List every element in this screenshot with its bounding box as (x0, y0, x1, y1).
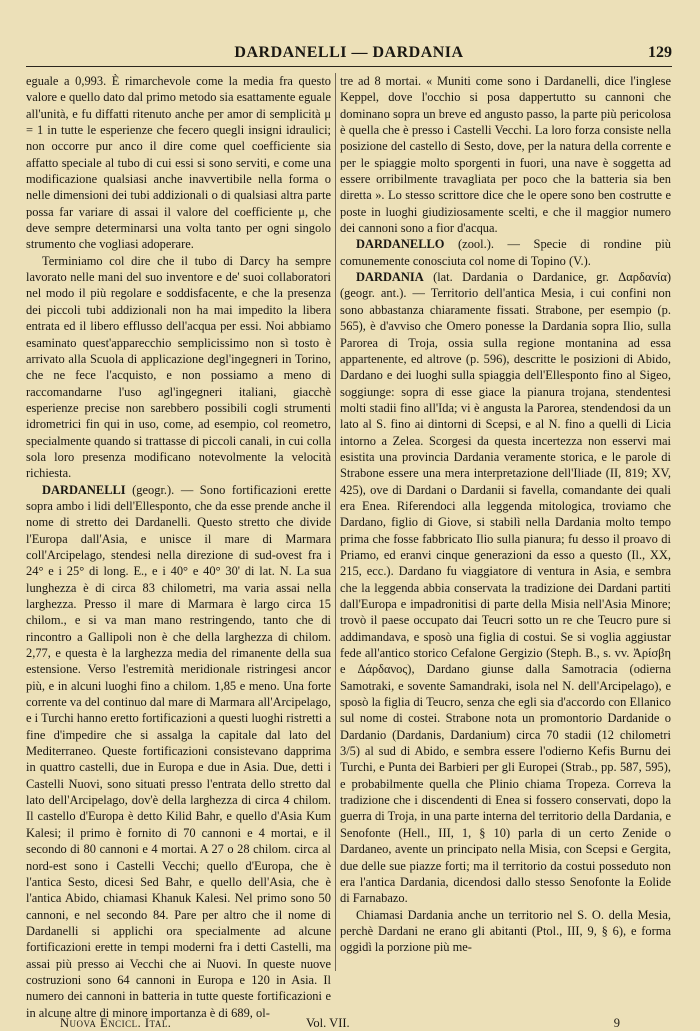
entry-dardanelli (26, 482, 331, 1021)
paragraph-text: tre ad 8 mortai. « Muniti come sono i Dardanelli, dice l'inglese Keppel, dove l'occhio si posa dappertutto su cannoni che dominano sopra un breve ed angusto passo, la parte più pericolosa è quella che è presso i Castelli Vecchi. La loro forza consiste nella posizione del castello di Sesto, dove, per la natura della corrente e per le spiaggie molto sporgenti in fuori, una nave è soggetta ad essere orribilmente travagliata per poco che la batteria sia ben diretta ». Lo stesso scrittore dice che le opere sono ben costrutte e poste in luoghi giudiziosamente scelti, e che il maggior numero dei cannoni sono a fior d'acqua. (340, 74, 671, 236)
left-text-column (26, 73, 331, 1020)
paragraph-text: Chiamasi Dardania anche un territorio nel S. O. della Mesia, perchè Dardani ne erano gli abitanti (Ptol., III, 9, § 6), e forma oggidì la porzione più me- (340, 907, 671, 955)
page-number: 129 (648, 44, 672, 61)
right-text-column (340, 73, 671, 971)
paragraph-text: Terminiamo col dire che il tubo di Darcy ha sempre lavorato nelle mani del suo inventore e de' suoi collaboratori nel modo il più regolare e soddisfacente, e che la presenza dei piccoli tubi addizionali non ha mai impedito la libera entrata ed il libero efflusso dell'acqua per essi. Noi abbiamo esaminato quest'apparecchio semplicissimo non sì tosto è arrivato alla Scuola di applicazione degl'ingegneri in Torino, che ne fece l'acquisto, e non possiamo a meno di raccomandarne l'uso agl'ingegneri italiani, giacchè esperienze precise non sarebbero possibili cogli strumenti idrometrici fin qui in uso, come, ad esempio, col reometro, specialmente quando si trattasse di piccoli canali, in cui colla sola loro presenza modificano notevolmente la velocità richiesta. (26, 253, 331, 481)
paragraph (26, 253, 331, 482)
column-divider (335, 73, 336, 971)
page-header (26, 44, 672, 67)
paragraph (340, 907, 671, 956)
signature-mark: 9 (613, 1016, 620, 1030)
entry-lemma: DARDANIA (356, 270, 424, 285)
publication-title: Nuova Encicl. Ital. (60, 1016, 172, 1030)
volume-label: Vol. VII. (306, 1016, 350, 1030)
paragraph (340, 73, 671, 236)
entry-text: (zool.). — Specie di rondine più comunemente conosciuta col nome di Topino (V.). (340, 237, 671, 268)
entry-text: (lat. Dardania o Dardanice, gr. Δαρδανία) (geogr. ant.). — Territorio dell'antica Mesia, i cui confini non sono abbastanza chiaramente fissati. Strabone, per esempio (p. 565), è d'avviso che Omero ponesse la Dardania sopra Ilio, sulla Parorea di Troja, ossia sulla regione montanina ad essa appartenente, ed altrove (p. 596), descritte le posizioni di Abido, Dardano e dei luoghi sulla spiaggia dell'Ellesponto fino al Sigeo, soggiunge: sopra di esse giace la pianura trojana, stendentesi molti stadii fino all'Ida; vi è angusta la Parorea, stendendosi da un lato al S. fino ai dintorni di Scepsi, e al N. fino a quelli di Licia intorno a Zelea. Scorgesi da questa incertezza non esservi mai esistita una provincia Dardania veramente storica, e le parole di Strabone essere una mera interpretazione dell'Iliade (II, 819; XV, 425), ove di Dardani o Dardanii si favella, comandante dei quali era Enea. Riferendoci alla leggenda mitologica, troviamo che Dardano, figlio di Giove, si stabilì nella Dardania molto tempo prima che fosse fabbricato Ilio sulla pianura; fu desso il proavo di Priamo, ed eranvi cinque generazioni da esso a questo (Il., XX, 215, ecc.). Dardano fu viaggiatore di ventura in Asia, e sembra che la leggenda abbia conservata la tradizione dei Dardani partiti dall'Europa e impadronitisi di parte della Misia nell'Asia Minore; trovò il paese occupato dai Teucri sotto un re che Teucro pure si addimandava, e sposò una figlia di costui. Se si voglia aggiustar fede all'antico storico Cefalone Gergizio (Steph. B., s. vv. Ἀρίσβη e Δάρδανος), Dardano giunse dalla Samotracia (odierna Samotraki, e sovente Samandraki, isola nel N. dell'Arcipelago), e sposò la figlia di Teucro, senza che egli sia d'accordo con Ellanico sul nome di costei. Strabone nota un promontorio Dardanide o Dardanio (Dardanis, Dardanium) circa 70 stadii (12 chilometri 3/5) al sud di Abido, e sembra essere l'odierno Kefis Burnu dei Turchi, e Punta dei Barbieri per gli Europei (Strab., pp. 587, 595), e probabilmente quella che Plinio chiama Tropeza. Correva la tradizione che i discendenti di Enea si fossero conservati, dopo la guerra di Troja, in una parte interna del territorio della Dardania, e Senofonte (Hell., III, 1, § 10) parla di un certo Zenide o Dardaneo, avente un principato nella Misia, con Scepsi e Gergita, due delle sue piazze forti; ma il territorio da costui posseduto non era l'antica Dardania, dicendosi dallo stesso Senofonte la Eolide di Farnabazo. (340, 270, 671, 906)
paragraph-text: eguale a 0,993. È rimarchevole come la media fra questo valore e quello dato dal primo metodo sia esattamente eguale all'unità, e fu diffatti ritenuto anche per amor di semplicità μ = 1 in tutte le esperienze che fecero quegli insigni idraulici; non occorre pur anco il dire come quel coefficiente sia affatto speciale al tubo di cui essi si sono serviti, e come una modificazione qualsiasi anche inavvertibile nella forma o nelle dimensioni dei tubi addizionali o di qualsiasi altra parte possa far variare di assai il valore del coefficiente μ, che deve sempre determinarsi una volta tanto per ogni singolo strumento che vogliasi adoperare. (26, 74, 331, 252)
entry-text: (geogr.). — Sono fortificazioni erette sopra ambo i lidi dell'Ellesponto, che da esse prende anche il nome di stretto dei Dardanelli. Questo stretto che divide l'Europa dall'Asia, e unisce il mare di Marmara coll'Arcipelago, stendesi nella direzione di sud-ovest fra i 24° e i 25° di long. E., e i 40° e 40° 30' di lat. N. La sua lunghezza è di circa 83 chilometri, ma varia assai nella larghezza. Presso il mare di Marmara è largo circa 15 chilom., e si va man mano restringendo, tanto che di rincontro a Gallipoli non è che della larghezza di chilom. 2,77, e questa è la larghezza media del rimanente della sua estensione. Verso l'estremità meridionale ristringesi ancor più, e in alcuni luoghi fino a chilom. 1,85 e meno. Una forte corrente va del continuo dal mare di Marmara all'Arcipelago, e i Turchi hanno eretto fortificazioni a questi luoghi ristretti a fine d'impedire che si assalga la capitale dal lato del Mediterraneo. Queste fortificazioni consistevano dapprima in quattro castelli, due in Europa e due in Asia. Due, detti i Castelli Nuovi, sono situati presso l'entrata dello stretto dal lato dell'Arcipelago, dov'è della larghezza di circa 4 chilom. Il castello d'Europa è detto Kilid Bahr, e quello d'Asia Kum Kalesi; il primo è fornito di 70 cannoni e 4 mortai, e il secondo di 80 cannoni e 4 mortai. A 27 o 28 chilom. circa al nord-est sono i Castelli Vecchi; quello d'Europa, che è l'antica Sesto, dicesi Sed Bahr, e quello dell'Asia, che è l'antica Abido, chiamasi Khanuk Kalesi. Nel primo sono 50 cannoni, e nel secondo 84. Pare per altro che il nome di Dardanelli si applichi ora specialmente ad alcune fortificazioni erette in tempi moderni fra i detti Castelli, ma assai più presso ai Vecchi che ai Nuovi. In queste nuove costruzioni sono 64 cannoni in Europa e 120 in Asia. Il numero dei cannoni in batteria in tutte queste fortificazioni e in alcune altre di minore importanza è di 689, ol- (26, 482, 331, 1020)
running-title: DARDANELLI — DARDANIA (234, 44, 464, 61)
entry-dardania (340, 269, 671, 906)
entry-lemma: DARDANELLI (42, 482, 126, 497)
page-footer (26, 1016, 672, 1030)
entry-lemma: DARDANELLO (356, 237, 445, 252)
paragraph (26, 73, 331, 253)
entry-dardanello (340, 236, 671, 269)
